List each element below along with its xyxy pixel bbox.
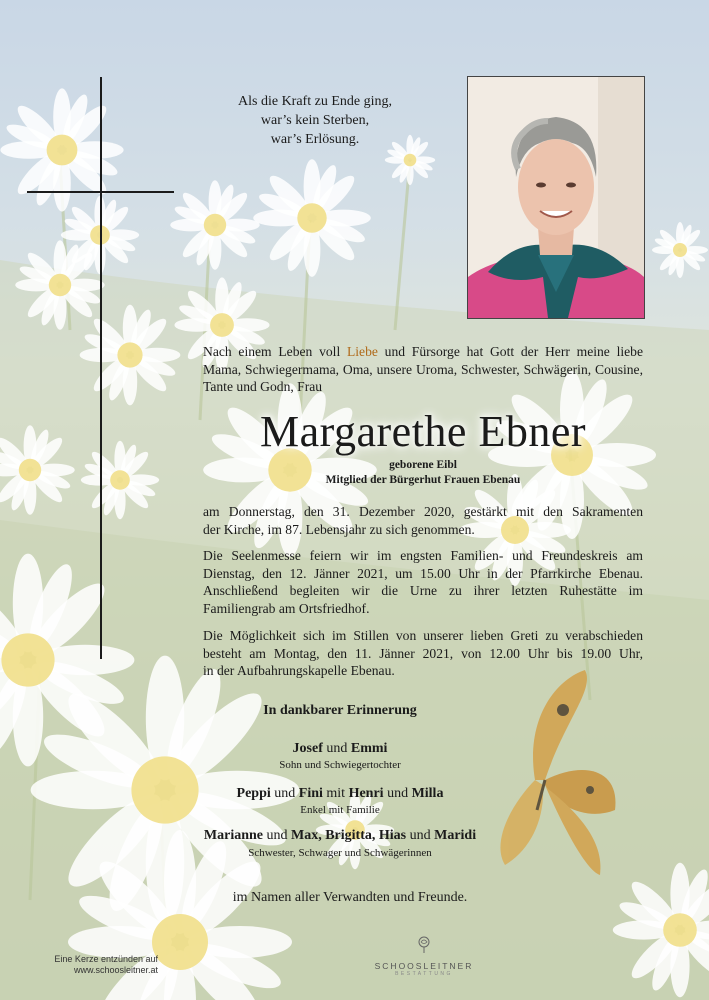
paragraph-farewell bbox=[203, 627, 643, 680]
family-name: Henri bbox=[348, 786, 384, 801]
paragraph-line: am Donnerstag, den 31. Dezember 2020, gestärkt mit den Sakramenten bbox=[203, 504, 643, 519]
quote-line-3: war’s Erlösung. bbox=[270, 132, 360, 147]
quote-line-2: war’s kein Sterben, bbox=[260, 113, 370, 128]
family-name: Josef bbox=[292, 741, 323, 756]
candle-text: Eine Kerze entzünden auf bbox=[54, 954, 158, 964]
cross-horizontal-bar bbox=[27, 191, 174, 193]
paragraph-mass bbox=[203, 547, 643, 617]
cross-vertical-bar bbox=[100, 77, 102, 659]
membership: Mitglied der Bürgerhut Frauen Ebenau bbox=[325, 474, 521, 486]
family-relation-2: Enkel mit Familie bbox=[300, 804, 380, 816]
quote-line-1: Als die Kraft zu Ende ging, bbox=[238, 94, 392, 109]
family-name: Emmi bbox=[350, 741, 388, 756]
paragraph-line: Familiengrab am Ortsfriedhof. bbox=[203, 600, 370, 616]
candle-notice bbox=[38, 954, 158, 976]
family-connector: und bbox=[270, 786, 299, 801]
logo-tagline: BESTATTUNG bbox=[395, 971, 453, 977]
family-name: Milla bbox=[411, 786, 444, 801]
intro-text-und: und bbox=[377, 344, 412, 359]
paragraph-line: der Kirche, im 87. Lebensjahr zu sich genommen. bbox=[203, 521, 475, 537]
logo-brand: SCHOOSLEITNER bbox=[374, 961, 474, 971]
family-relation-1: Sohn und Schwiegertochter bbox=[279, 759, 401, 771]
funeral-home-logo bbox=[374, 936, 474, 977]
family-entry-1 bbox=[220, 740, 460, 758]
family-connector: mit bbox=[322, 786, 349, 801]
family-entry-3 bbox=[200, 827, 480, 845]
paragraph-line: besteht am Montag, den 11. Jänner 2021, von 12.00 Uhr bis 19.00 Uhr, bbox=[203, 645, 643, 661]
deceased-name: Margarethe Ebner bbox=[259, 407, 587, 456]
intro-word-fuersorge: Fürsorge bbox=[411, 344, 460, 359]
paragraph-line: Dienstag, den 12. Jänner 2021, um 15.00 Uhr in der Pfarrkirche Ebenau. bbox=[203, 565, 643, 581]
paragraph-line: in der Aufbahrungskapelle Ebenau. bbox=[203, 663, 395, 678]
portrait-photo bbox=[467, 76, 645, 319]
birth-name: geborene Eibl bbox=[389, 459, 457, 471]
paragraph-line: Die Seelenmesse feiern wir im engsten Familien- und Freundeskreis am bbox=[203, 548, 643, 563]
family-name: Maridi bbox=[434, 828, 477, 843]
rose-icon bbox=[416, 936, 432, 954]
family-connector: und bbox=[406, 828, 435, 843]
family-name: Fini bbox=[298, 786, 323, 801]
candle-website-link[interactable]: www.schoosleitner.at bbox=[73, 965, 158, 975]
memory-heading: In dankbarer Erinnerung bbox=[263, 703, 417, 718]
paragraph-line: Die Möglichkeit sich im Stillen von unserer lieben Greti zu verabschieden bbox=[203, 628, 643, 643]
family-name: Max, Brigitta, Hias bbox=[291, 828, 407, 843]
family-relation-3: Schwester, Schwager und Schwägerinnen bbox=[248, 847, 432, 859]
intro-paragraph bbox=[203, 343, 643, 396]
paragraph-line: Anschließend begleiten wir die Urne zu ihrer letzten Ruhestätte im bbox=[203, 583, 643, 598]
intro-text-rest: hat Gott der Herr meine liebe Mama, Schwiegermama, Oma, unsere Uroma, Schwester, Schwägerin, Cousine, Tante und Godn, Frau bbox=[203, 344, 643, 394]
memorial-quote bbox=[200, 92, 430, 149]
family-connector: und bbox=[322, 741, 351, 756]
intro-word-liebe: Liebe bbox=[346, 344, 378, 359]
paragraph-death bbox=[203, 503, 643, 538]
intro-text-start: Nach einem Leben voll bbox=[203, 344, 347, 359]
family-connector: und bbox=[383, 786, 412, 801]
family-connector: und bbox=[263, 828, 291, 843]
closing-line: im Namen aller Verwandten und Freunde. bbox=[232, 890, 468, 905]
family-entry-2 bbox=[220, 785, 460, 803]
family-name: Peppi bbox=[236, 786, 271, 801]
family-name: Marianne bbox=[203, 828, 263, 843]
portrait-photo-illustration bbox=[468, 77, 644, 318]
